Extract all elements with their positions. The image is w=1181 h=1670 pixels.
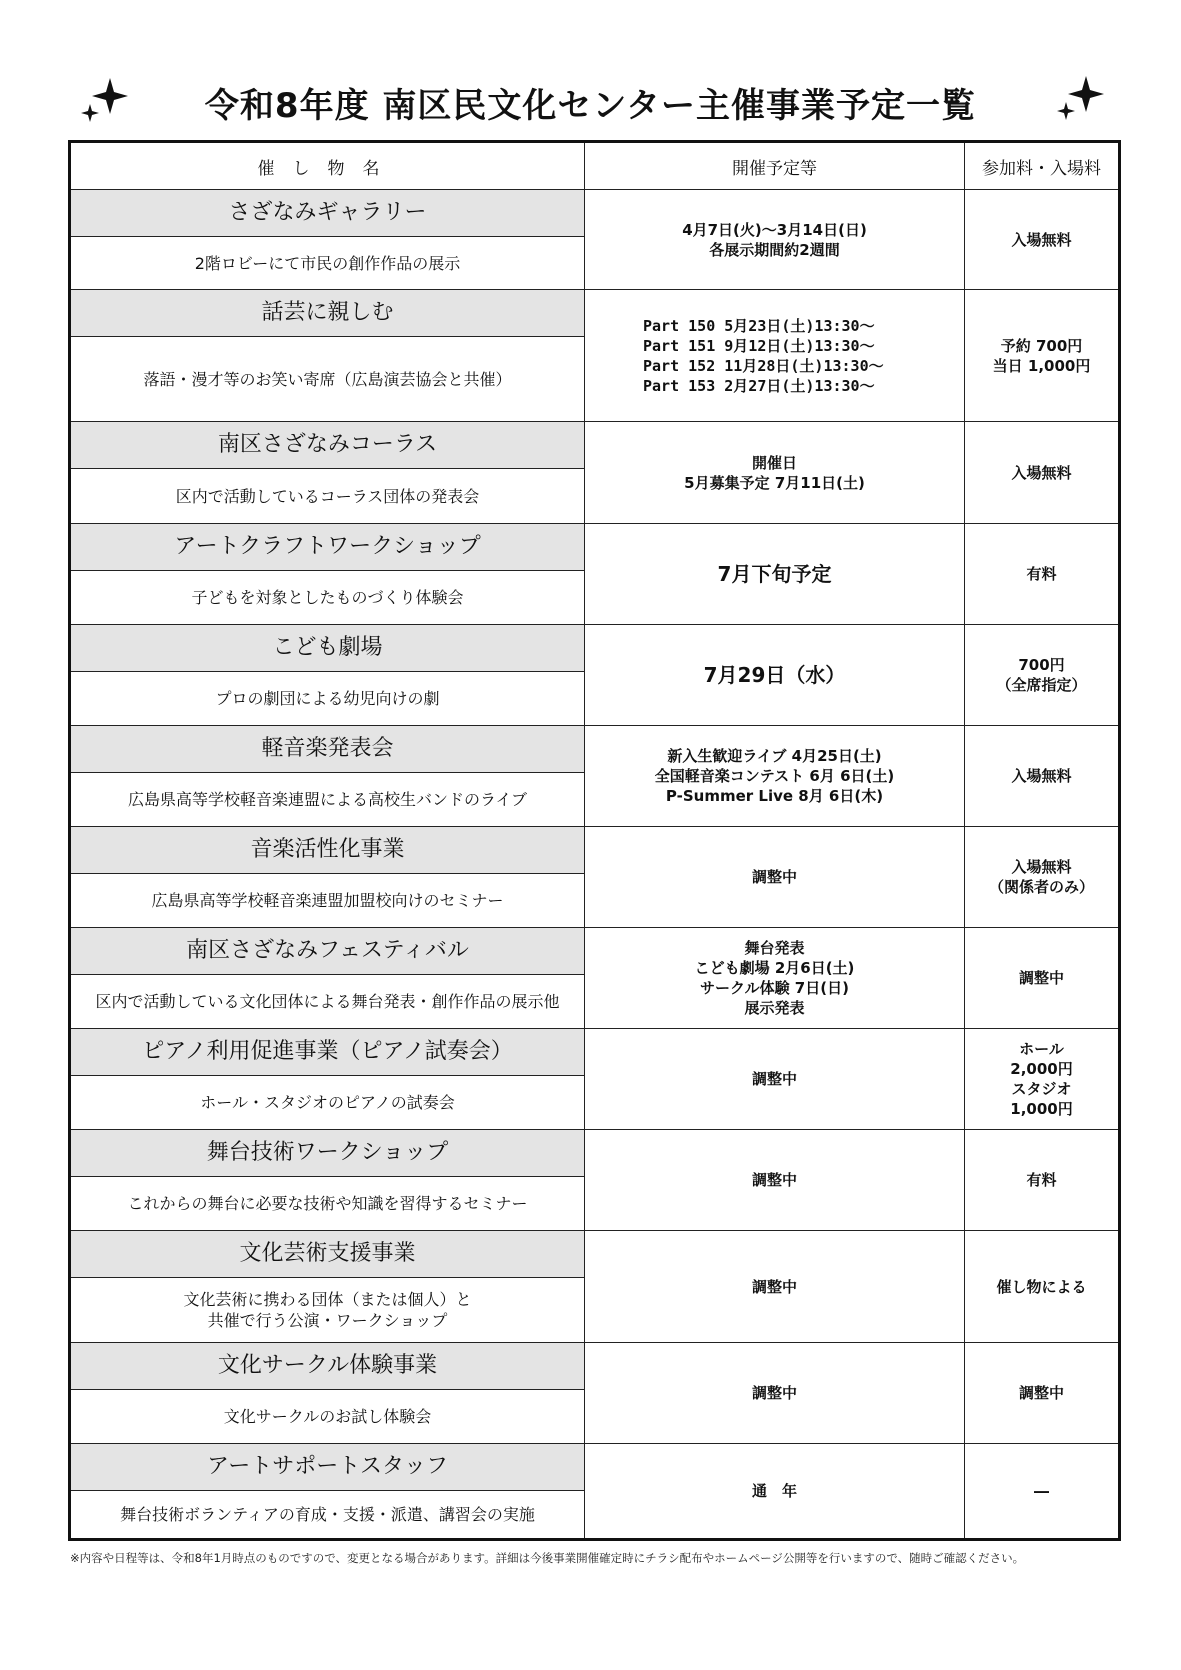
event-name-cell bbox=[70, 290, 585, 422]
event-description: 子どもを対象としたものづくり体験会 bbox=[191, 588, 464, 607]
event-title: 舞台技術ワークショップ bbox=[71, 1130, 584, 1177]
event-row bbox=[70, 524, 1120, 625]
footnote: ※内容や日程等は、令和8年1月時点のものですので、変更となる場合があります。詳細は今後事業開催確定時にチラシ配布やホームページ公開等を行いますので、随時ご確認ください。 bbox=[70, 1551, 1025, 1565]
event-title: 南区さざなみコーラス bbox=[71, 422, 584, 469]
event-title: 南区さざなみフェスティバル bbox=[71, 928, 584, 975]
event-row bbox=[70, 422, 1120, 524]
schedule-table bbox=[68, 140, 1121, 1541]
event-name-cell bbox=[70, 1231, 585, 1343]
event-title: さざなみギャラリー bbox=[71, 190, 584, 237]
event-row bbox=[70, 928, 1120, 1029]
event-row bbox=[70, 1029, 1120, 1130]
event-title: 話芸に親しむ bbox=[71, 290, 584, 337]
event-schedule: 調整中 bbox=[585, 1130, 965, 1231]
event-name-cell bbox=[70, 625, 585, 726]
event-name-cell bbox=[70, 1130, 585, 1231]
event-fee: 催し物による bbox=[965, 1231, 1120, 1343]
event-title: 軽音楽発表会 bbox=[71, 726, 584, 773]
event-name-cell bbox=[70, 1029, 585, 1130]
event-fee: 有料 bbox=[965, 524, 1120, 625]
event-row bbox=[70, 625, 1120, 726]
event-fee: 有料 bbox=[965, 1130, 1120, 1231]
event-description: 区内で活動しているコーラス団体の発表会 bbox=[175, 486, 480, 506]
event-row bbox=[70, 1343, 1120, 1444]
event-title: 文化芸術支援事業 bbox=[71, 1231, 584, 1278]
event-description: 区内で活動している文化団体による舞台発表・創作作品の展示他 bbox=[95, 992, 560, 1011]
event-schedule: 7月29日（水） bbox=[585, 625, 965, 726]
event-description: 落語・漫才等のお笑い寄席（広島演芸協会と共催） bbox=[143, 369, 512, 389]
event-description-box bbox=[71, 337, 584, 421]
event-description-box bbox=[71, 1278, 584, 1342]
event-fee: 入場無料 （関係者のみ） bbox=[965, 827, 1120, 928]
event-description-box bbox=[71, 1491, 584, 1538]
event-schedule: 新入生歓迎ライブ 4月25日(土) 全国軽音楽コンテスト 6月 6日(土) P-Summer Live 8月 6日(木) bbox=[585, 726, 965, 827]
event-description-box bbox=[71, 672, 584, 725]
event-description: プロの劇団による幼児向けの劇 bbox=[215, 689, 440, 708]
event-schedule: 調整中 bbox=[585, 1343, 965, 1444]
event-row bbox=[70, 1444, 1120, 1540]
page-title: 令和8年度 南区民文化センター主催事業予定一覧 bbox=[204, 86, 977, 126]
event-name-cell bbox=[70, 1444, 585, 1540]
event-description: 舞台技術ボランティアの育成・支援・派遣、講習会の実施 bbox=[120, 1505, 535, 1524]
event-title: アートクラフトワークショップ bbox=[71, 524, 584, 571]
event-row bbox=[70, 827, 1120, 928]
event-title: こども劇場 bbox=[71, 625, 584, 672]
event-title: 音楽活性化事業 bbox=[71, 827, 584, 874]
event-description: 2階ロビーにて市民の創作作品の展示 bbox=[194, 253, 461, 273]
event-name-cell bbox=[70, 827, 585, 928]
event-row bbox=[70, 1231, 1120, 1343]
event-fee: 入場無料 bbox=[965, 422, 1120, 524]
header-fee: 参加料・入場料 bbox=[965, 142, 1120, 190]
event-fee: ホール 2,000円 スタジオ 1,000円 bbox=[965, 1029, 1120, 1130]
event-description: これからの舞台に必要な技術や知識を習得するセミナー bbox=[127, 1194, 528, 1213]
event-fee: 700円 （全席指定） bbox=[965, 625, 1120, 726]
event-description-box bbox=[71, 571, 584, 624]
event-row bbox=[70, 190, 1120, 290]
event-description: 文化サークルのお試し体験会 bbox=[223, 1407, 432, 1426]
event-name-cell bbox=[70, 422, 585, 524]
event-schedule: Part 150 5月23日(土)13:30～ Part 151 9月12日(土)13:30～ Part 152 11月28日(土)13:30～ Part 153 2月27日(土)13:30～ bbox=[585, 290, 965, 422]
event-description: 広島県高等学校軽音楽連盟による高校生バンドのライブ bbox=[127, 790, 528, 809]
event-schedule: 7月下旬予定 bbox=[585, 524, 965, 625]
event-schedule: 4月7日(火)～3月14日(日) 各展示期間約2週間 bbox=[585, 190, 965, 290]
sparkle-icon bbox=[1056, 74, 1106, 122]
event-name-cell bbox=[70, 726, 585, 827]
event-row bbox=[70, 726, 1120, 827]
event-description-box bbox=[71, 237, 584, 289]
event-description-box bbox=[71, 874, 584, 927]
event-fee: 入場無料 bbox=[965, 726, 1120, 827]
event-description-box bbox=[71, 773, 584, 826]
event-description: ホール・スタジオのピアノの試奏会 bbox=[200, 1093, 455, 1112]
event-schedule: 開催日 5月募集予定 7月11日(土) bbox=[585, 422, 965, 524]
event-description: 広島県高等学校軽音楽連盟加盟校向けのセミナー bbox=[151, 891, 504, 910]
event-title: 文化サークル体験事業 bbox=[71, 1343, 584, 1390]
event-title: ピアノ利用促進事業（ピアノ試奏会） bbox=[71, 1029, 584, 1076]
header-row bbox=[70, 142, 1120, 190]
event-row bbox=[70, 1130, 1120, 1231]
event-schedule: 調整中 bbox=[585, 1231, 965, 1343]
event-name-cell bbox=[70, 524, 585, 625]
event-name-cell bbox=[70, 928, 585, 1029]
event-name-cell bbox=[70, 190, 585, 290]
event-name-cell bbox=[70, 1343, 585, 1444]
event-description-box bbox=[71, 975, 584, 1028]
event-description-box bbox=[71, 1177, 584, 1230]
event-description-box bbox=[71, 469, 584, 523]
event-schedule: 調整中 bbox=[585, 827, 965, 928]
event-description: 文化芸術に携わる団体（または個人）と 共催で行う公演・ワークショップ bbox=[183, 1290, 472, 1330]
event-fee: 調整中 bbox=[965, 928, 1120, 1029]
event-fee: 入場無料 bbox=[965, 190, 1120, 290]
event-fee: 調整中 bbox=[965, 1343, 1120, 1444]
event-row bbox=[70, 290, 1120, 422]
event-fee: ― bbox=[965, 1444, 1120, 1540]
event-schedule: 調整中 bbox=[585, 1029, 965, 1130]
event-title: アートサポートスタッフ bbox=[71, 1444, 584, 1491]
event-description-box bbox=[71, 1390, 584, 1443]
event-fee: 予約 700円 当日 1,000円 bbox=[965, 290, 1120, 422]
event-description-box bbox=[71, 1076, 584, 1129]
event-schedule: 通 年 bbox=[585, 1444, 965, 1540]
header-schedule: 開催予定等 bbox=[585, 142, 965, 190]
title-area bbox=[0, 66, 1181, 136]
event-schedule: 舞台発表 こども劇場 2月6日(土) サークル体験 7日(日) 展示発表 bbox=[585, 928, 965, 1029]
header-name: 催し物名 bbox=[70, 142, 585, 190]
